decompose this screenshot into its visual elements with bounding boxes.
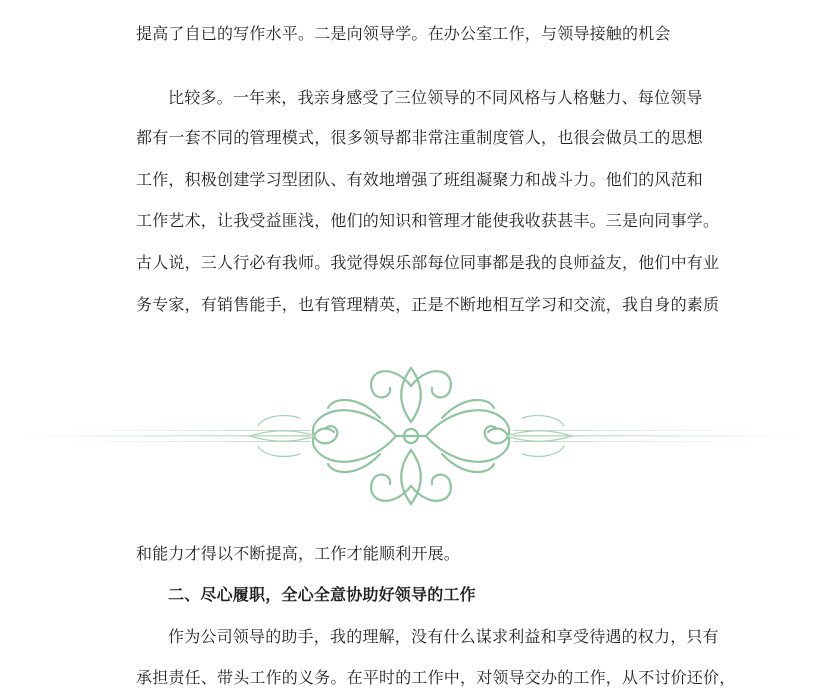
section-heading: 二、尽心履职，全心全意协助好领导的工作 — [168, 585, 476, 604]
paragraph-line: 作为公司领导的助手，我的理解，没有什么谋求利益和享受待遇的权力，只有 — [168, 627, 719, 646]
decorative-divider-icon — [0, 356, 823, 516]
paragraph-line: 和能力才得以不断提高，工作才能顺利开展。 — [136, 544, 461, 563]
paragraph-line: 古人说，三人行必有我师。我觉得娱乐部每位同事都是我的良师益友，他们中有业 — [136, 253, 720, 272]
paragraph-line: 都有一套不同的管理模式，很多领导都非常注重制度管人，也很会做员工的思想 — [136, 128, 704, 147]
paragraph-line: 提高了自已的写作水平。二是向领导学。在办公室工作，与领导接触的机会 — [136, 24, 671, 43]
cropped-top-line — [136, 0, 696, 2]
paragraph-line: 工作艺术，让我受益匪浅，他们的知识和管理才能使我收获甚丰。三是向同事学。 — [136, 211, 720, 230]
paragraph-line: 务专家，有销售能手，也有管理精英，正是不断地相互学习和交流，我自身的素质 — [136, 295, 720, 314]
paragraph-line: 工作，积极创建学习型团队、有效地增强了班组凝聚力和战斗力。他们的风范和 — [136, 170, 704, 189]
paragraph-line: 承担责任、带头工作的义务。在平时的工作中，对领导交办的工作，从不讨价还价， — [136, 668, 736, 687]
paragraph-line: 比较多。一年来，我亲身感受了三位领导的不同风格与人格魅力、每位领导 — [168, 88, 703, 107]
